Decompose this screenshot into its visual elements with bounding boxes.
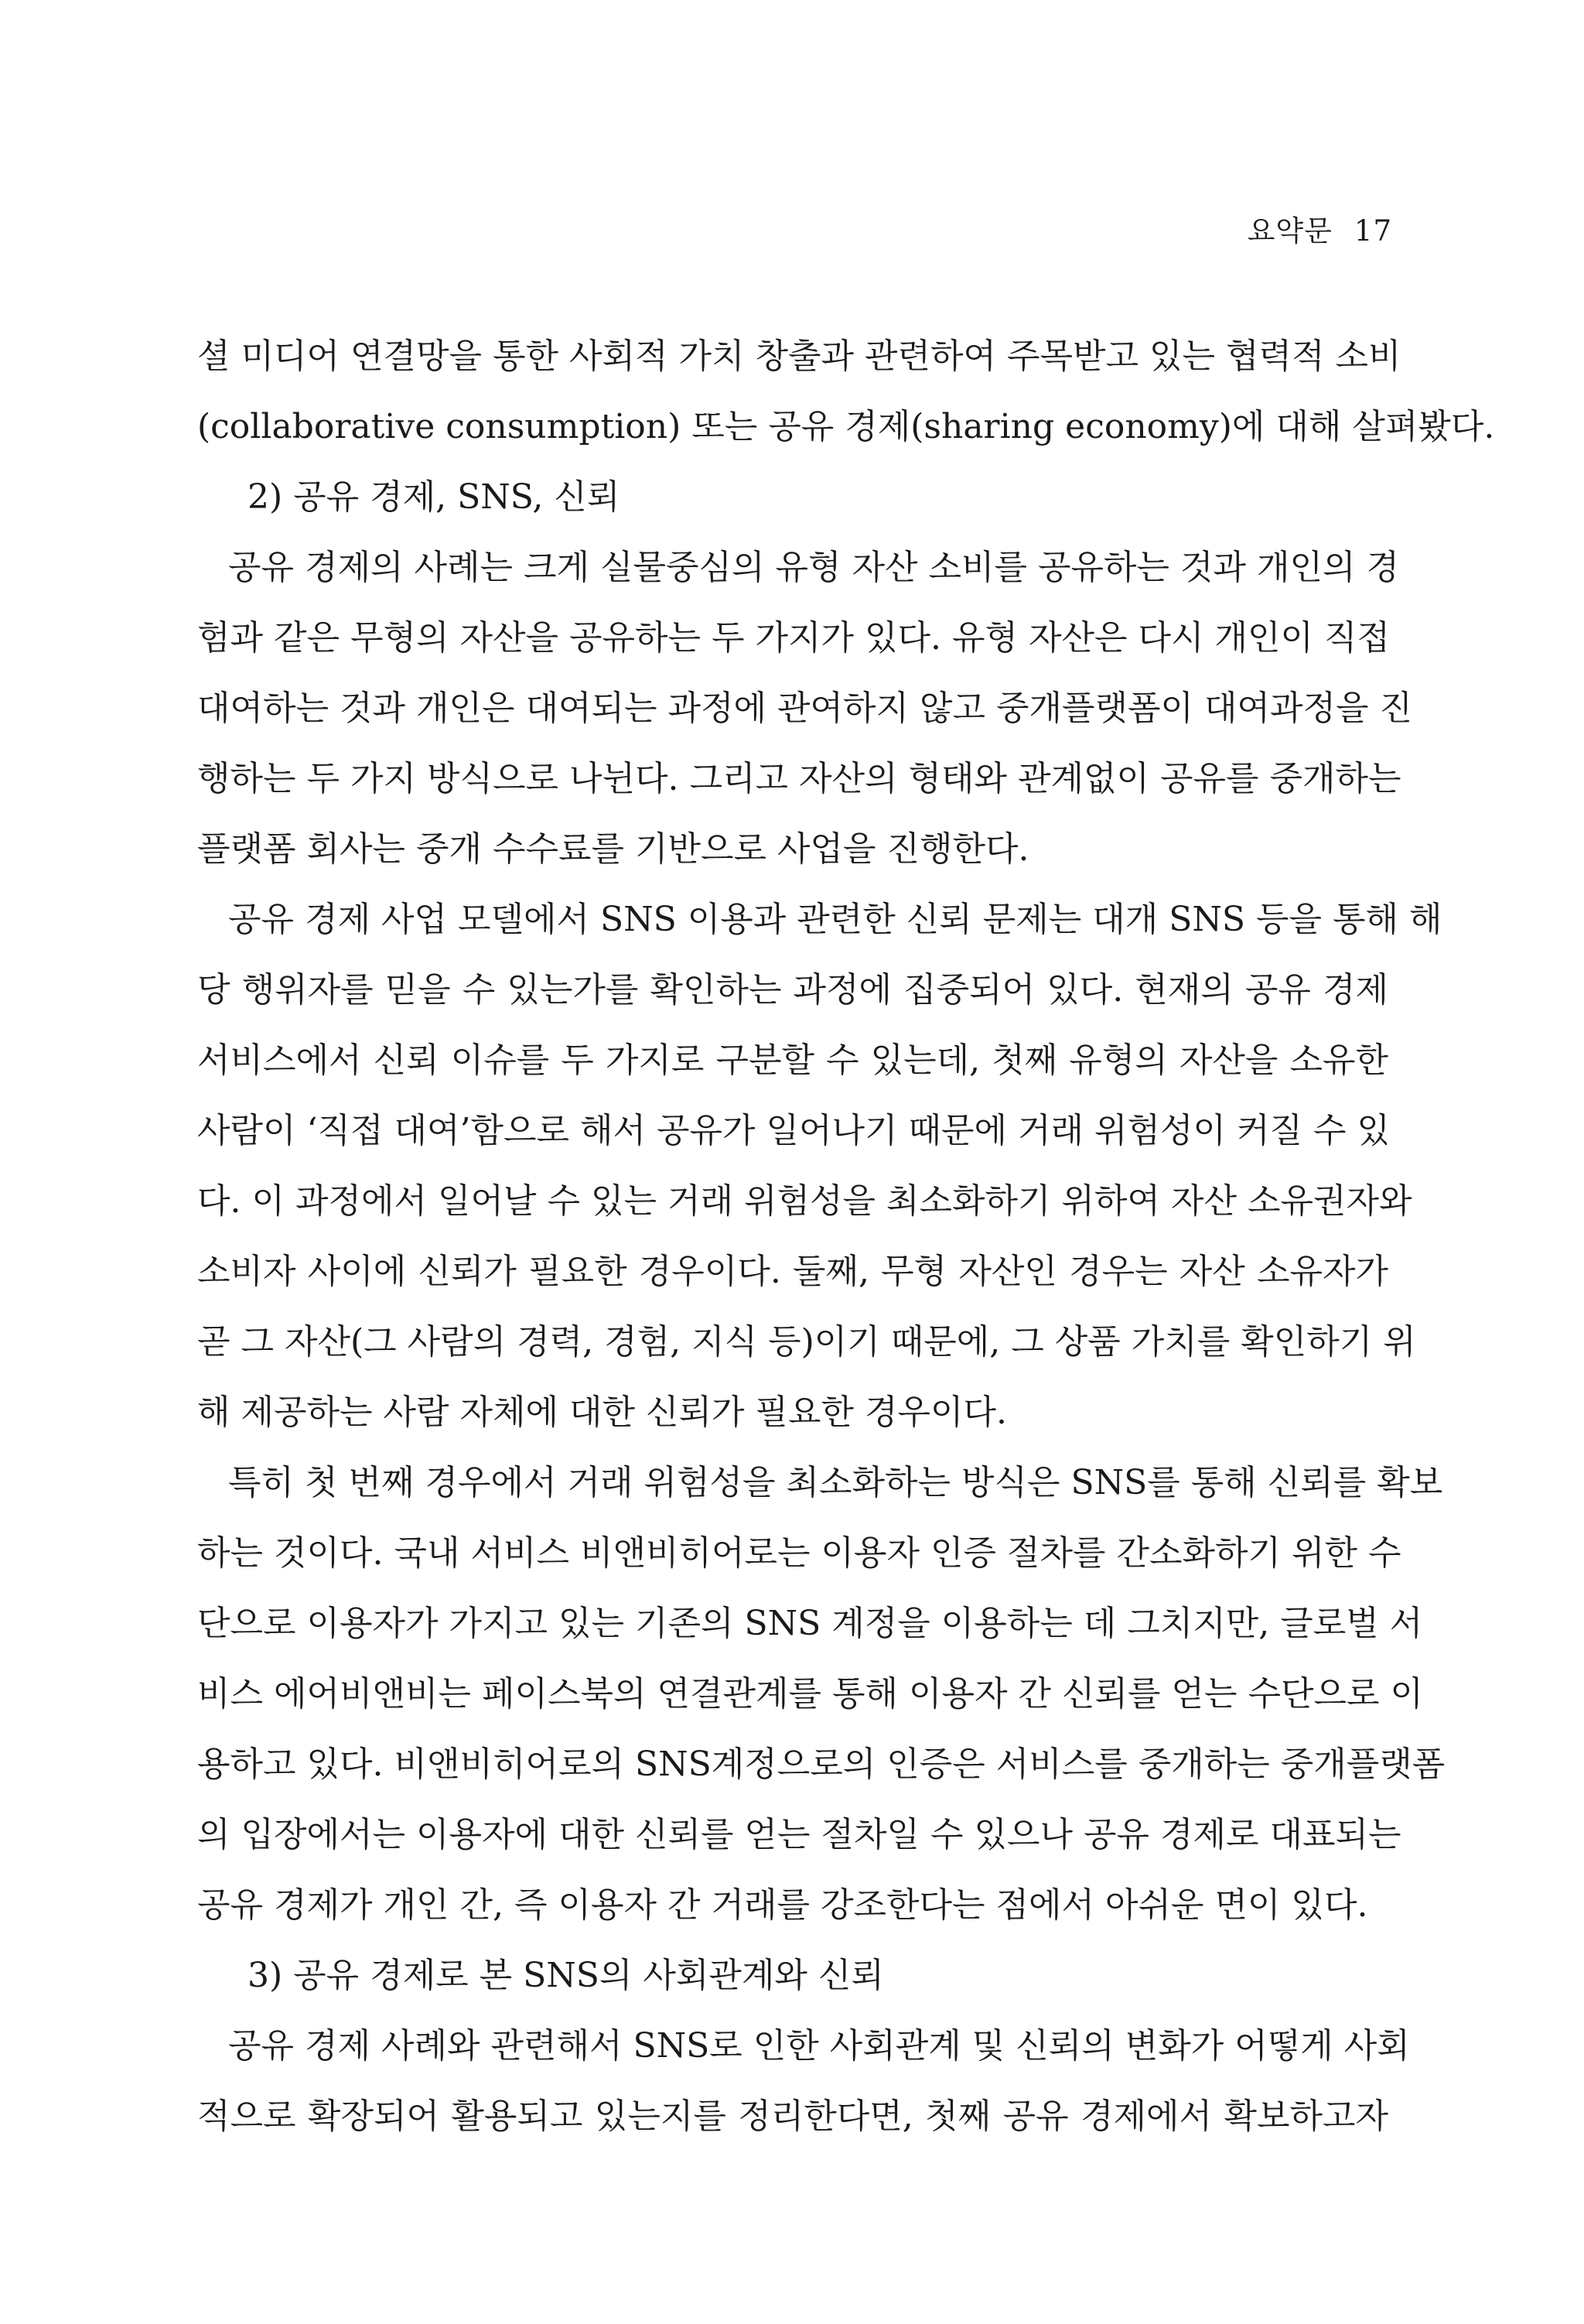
text-line: (collaborative consumption) 또는 공유 경제(sharing economy)에 대해 살펴봤다. [197,407,1495,446]
text-line: 공유 경제 사례와 관련해서 SNS로 인한 사회관계 및 신뢰의 변화가 어떻게 사회 [228,2026,1410,2066]
page-number: 17 [1354,214,1392,248]
text-line: 공유 경제 사업 모델에서 SNS 이용과 관련한 신뢰 문제는 대개 SNS 등을 통해 해 [228,900,1442,939]
text-line: 공유 경제의 사례는 크게 실물중심의 유형 자산 소비를 공유하는 것과 개인의 경 [228,548,1399,587]
text-line: 대여하는 것과 개인은 대여되는 과정에 관여하지 않고 중개플랫폼이 대여과정을 진 [197,689,1413,728]
text-line: 적으로 확장되어 활용되고 있는지를 정리한다면, 첫째 공유 경제에서 확보하고자 [197,2097,1388,2136]
text-line: 의 입장에서는 이용자에 대한 신뢰를 얻는 절차일 수 있으나 공유 경제로 대표되는 [197,1815,1401,1854]
text-line: 비스 에어비앤비는 페이스북의 연결관계를 통해 이용자 간 신뢰를 얻는 수단으로 이 [197,1674,1423,1714]
text-line: 셜 미디어 연결망을 통한 사회적 가치 창출과 관련하여 주목받고 있는 협력적 소비 [197,337,1401,376]
text-line: 험과 같은 무형의 자산을 공유하는 두 가지가 있다. 유형 자산은 다시 개인이 직접 [197,618,1390,658]
text-line: 플랫폼 회사는 중개 수수료를 기반으로 사업을 진행한다. [197,829,1029,869]
text-line: 당 행위자를 믿을 수 있는가를 확인하는 과정에 집중되어 있다. 현재의 공유 경제 [197,970,1388,1010]
text-line: 행하는 두 가지 방식으로 나뉜다. 그리고 자산의 형태와 관계없이 공유를 중개하는 [197,759,1401,798]
text-line: 곧 그 자산(그 사람의 경력, 경험, 지식 등)이기 때문에, 그 상품 가치를 확인하기 위 [197,1322,1416,1362]
page-header [1207,207,1392,249]
section-heading: 3) 공유 경제로 본 SNS의 사회관계와 신뢰 [248,1956,884,1995]
body-text [197,321,1495,2151]
text-line: 사람이 ‘직접 대여’함으로 해서 공유가 일어나기 때문에 거래 위험성이 커질 수 있 [197,1111,1390,1150]
text-line: 공유 경제가 개인 간, 즉 이용자 간 거래를 강조한다는 점에서 아쉬운 면이 있다. [197,1885,1368,1925]
text-line: 하는 것이다. 국내 서비스 비앤비히어로는 이용자 인증 절차를 간소화하기 위한 수 [197,1533,1401,1573]
section-heading: 2) 공유 경제, SNS, 신뢰 [248,477,620,517]
running-header-title: 요약문 [1247,214,1333,248]
text-line: 용하고 있다. 비앤비히어로의 SNS계정으로의 인증은 서비스를 중개하는 중개플랫폼 [197,1745,1446,1784]
text-line: 소비자 사이에 신뢰가 필요한 경우이다. 둘째, 무형 자산인 경우는 자산 소유자가 [197,1252,1388,1291]
text-line: 다. 이 과정에서 일어날 수 있는 거래 위험성을 최소화하기 위하여 자산 소유권자와 [197,1181,1412,1221]
text-line: 해 제공하는 사람 자체에 대한 신뢰가 필요한 경우이다. [197,1393,1007,1432]
text-line: 서비스에서 신뢰 이슈를 두 가지로 구분할 수 있는데, 첫째 유형의 자산을 소유한 [197,1041,1388,1080]
text-line: 단으로 이용자가 가지고 있는 기존의 SNS 계정을 이용하는 데 그치지만, 글로벌 서 [197,1604,1423,1643]
text-line: 특히 첫 번째 경우에서 거래 위험성을 최소화하는 방식은 SNS를 통해 신뢰를 확보 [228,1463,1443,1502]
